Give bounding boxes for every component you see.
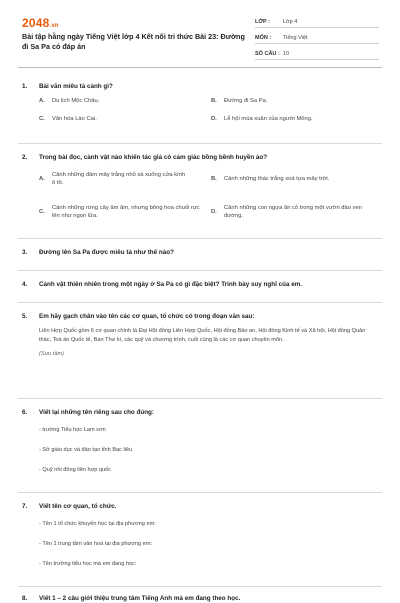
meta-subject-value: Tiếng Việt [283, 34, 308, 41]
question-text: Bài văn miêu tả cảnh gì? [39, 83, 113, 90]
option-d[interactable]: D. Cảnh những con ngựa ăn cỏ trong một vườn đào ven đường. [211, 205, 362, 219]
meta-subject [255, 32, 379, 44]
passage-source: (Sưu tầm) [39, 351, 64, 357]
option-b[interactable]: B. Cảnh những thác trắng xoá tựa mây trời. [211, 176, 330, 182]
question-number: 2. [22, 154, 28, 161]
question-text: Viết lại những tên riêng sau cho đúng: [39, 409, 154, 416]
question-6 [22, 408, 382, 486]
answer-line[interactable]: - trường Tiểu học Lam sơn [39, 427, 106, 433]
question-3 [22, 248, 382, 257]
site-logo[interactable] [22, 16, 59, 30]
divider [18, 398, 382, 399]
meta-count-label: SỐ CÂU : [255, 50, 280, 57]
question-2 [22, 153, 382, 230]
logo-suffix: .vn [49, 23, 59, 29]
option-c[interactable]: C. Văn hóa Lào Cai. [39, 116, 97, 122]
answer-line[interactable]: - Tên trường tiểu học mà em đang học: [39, 561, 137, 567]
meta-class [255, 16, 379, 28]
question-number: 4. [22, 281, 28, 288]
question-text: Viết 1 – 2 câu giới thiệu trung tâm Tiếng Anh mà em đang theo học. [39, 595, 241, 602]
option-d[interactable]: D. Lễ hội mùa xuân của người Mông. [211, 116, 313, 122]
meta-count [255, 48, 379, 60]
option-b[interactable]: B. Đường đi Sa Pa. [211, 98, 268, 104]
answer-line[interactable]: - Quỹ nhi đồng liên hợp quốc [39, 467, 112, 473]
worksheet-title: Bài tập hằng ngày Tiếng Việt lớp 4 Kết nối tri thức Bài 23: Đường đi Sa Pa có đáp án [22, 32, 245, 51]
divider [18, 492, 382, 493]
question-7 [22, 502, 382, 580]
passage-text: Liên Hợp Quốc gồm 6 cơ quan chính là Đại Hội đồng Liên Hợp Quốc, Hội đồng Bảo an, Hội đồng Kinh tế và Xã hội, Hội đồng Quản thác, Toà án Quốc tế, Ban Thư kí, các quỹ và chương trình, cuối cùng là các cơ quan chuyên môn. [39, 328, 366, 343]
question-5 [22, 312, 382, 357]
logo-text: 2048 [22, 16, 50, 30]
question-number: 3. [22, 249, 28, 256]
meta-subject-label: MÔN : [255, 34, 272, 41]
question-text: Em hãy gạch chân vào tên các cơ quan, tổ chức có trong đoạn văn sau: [39, 313, 255, 320]
question-8 [22, 594, 382, 603]
divider [18, 270, 382, 271]
question-1 [22, 82, 382, 133]
meta-count-value: 10 [283, 50, 290, 57]
question-text: Đường lên Sa Pa được miêu tả như thế nào? [39, 249, 174, 256]
divider [18, 238, 382, 239]
divider [18, 302, 382, 303]
option-a[interactable]: A. Cảnh những đám mây trắng nhỏ sà xuống cửa kính ô tô. [39, 172, 186, 186]
question-text: Trong bài đọc, cảnh vật nào khiến tác giả có cảm giác bồng bềnh huyền ảo? [39, 154, 268, 161]
question-number: 1. [22, 83, 28, 90]
meta-class-value: Lớp 4 [283, 18, 298, 25]
question-number: 6. [22, 409, 28, 416]
question-text: Cảnh vật thiên nhiên trong một ngày ở Sa Pa có gì đặc biệt? Trình bày suy nghĩ của em. [39, 281, 303, 288]
divider [18, 143, 382, 144]
meta-panel [255, 16, 379, 64]
question-4 [22, 280, 382, 289]
answer-line[interactable]: - Tên 1 trung tâm văn hoá tại địa phương em: [39, 541, 153, 547]
question-number: 5. [22, 313, 28, 320]
meta-class-label: LỚP : [255, 18, 270, 25]
header-divider [18, 67, 382, 68]
question-text: Viết tên cơ quan, tổ chức. [39, 503, 117, 510]
answer-line[interactable]: - Sở giáo dục và đào tạo tỉnh Bạc liêu [39, 447, 133, 453]
divider [18, 586, 382, 587]
answer-line[interactable]: - Tên 1 tổ chức khuyến học tại địa phương em: [39, 521, 156, 527]
option-c[interactable]: C. Cảnh những rừng cây âm âm, nhưng bông hoa chuối rực lên như ngọn lửa. [39, 205, 200, 219]
question-number: 8. [22, 595, 28, 602]
question-number: 7. [22, 503, 28, 510]
option-a[interactable]: A. Du lịch Mộc Châu. [39, 98, 100, 104]
